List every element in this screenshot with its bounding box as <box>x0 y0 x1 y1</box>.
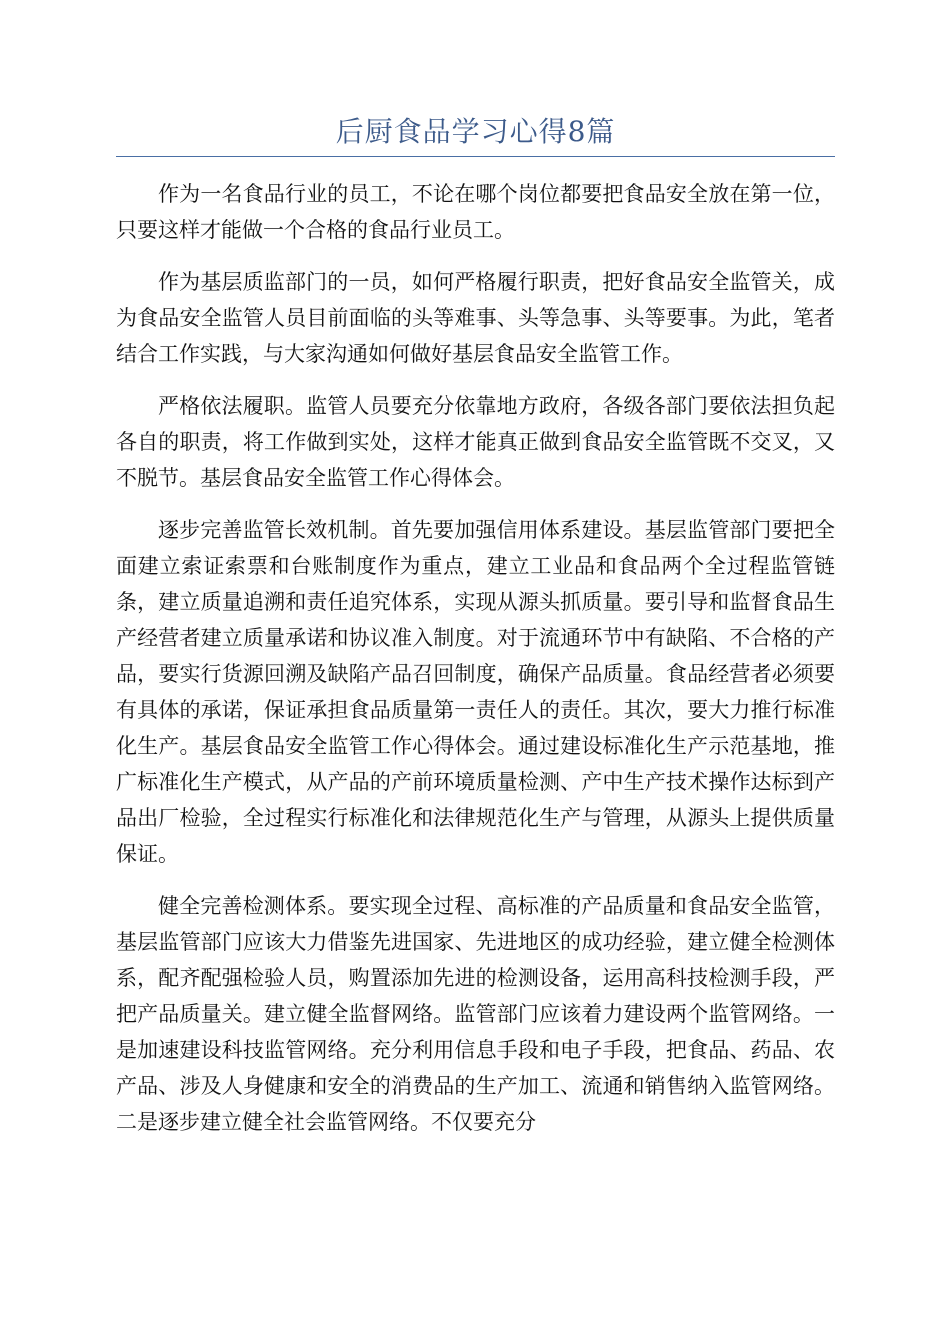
document-title: 后厨食品学习心得8篇 <box>335 115 616 148</box>
paragraph-1: 作为一名食品行业的员工，不论在哪个岗位都要把食品安全放在第一位，只要这样才能做一个合格的食品行业员工。 <box>116 182 835 242</box>
paragraph-3: 严格依法履职。监管人员要充分依靠地方政府，各级各部门要依法担负起各自的职责，将工作做到实处，这样才能真正做到食品安全监管既不交叉，又不脱节。基层食品安全监管工作心得体会。 <box>116 394 835 490</box>
paragraph-5: 健全完善检测体系。要实现全过程、高标准的产品质量和食品安全监管，基层监管部门应该大力借鉴先进国家、先进地区的成功经验，建立健全检测体系，配齐配强检验人员，购置添加先进的检测设备，运用高科技检测手段，严把产品质量关。建立健全监督网络。监管部门应该着力建设两个监管网络。一是加速建设科技监管网络。充分利用信息手段和电子手段，把食品、药品、农产品、涉及人身健康和安全的消费品的生产加工、流通和销售纳入监管网络。二是逐步建立健全社会监管网络。不仅要充分 <box>116 894 835 1134</box>
document-body <box>116 176 835 1156</box>
title-block <box>116 112 835 157</box>
paragraph-2: 作为基层质监部门的一员，如何严格履行职责，把好食品安全监管关，成为食品安全监管人员目前面临的头等难事、头等急事、头等要事。为此，笔者结合工作实践，与大家沟通如何做好基层食品安全监管工作。 <box>116 270 835 366</box>
paragraph-4: 逐步完善监管长效机制。首先要加强信用体系建设。基层监管部门要把全面建立索证索票和台账制度作为重点，建立工业品和食品两个全过程监管链条，建立质量追溯和责任追究体系，实现从源头抓质量。要引导和监督食品生产经营者建立质量承诺和协议准入制度。对于流通环节中有缺陷、不合格的产品，要实行货源回溯及缺陷产品召回制度，确保产品质量。食品经营者必须要有具体的承诺，保证承担食品质量第一责任人的责任。其次，要大力推行标准化生产。基层食品安全监管工作心得体会。通过建设标准化生产示范基地，推广标准化生产模式，从产品的产前环境质量检测、产中生产技术操作达标到产品出厂检验，全过程实行标准化和法律规范化生产与管理，从源头上提供质量保证。 <box>116 518 835 866</box>
